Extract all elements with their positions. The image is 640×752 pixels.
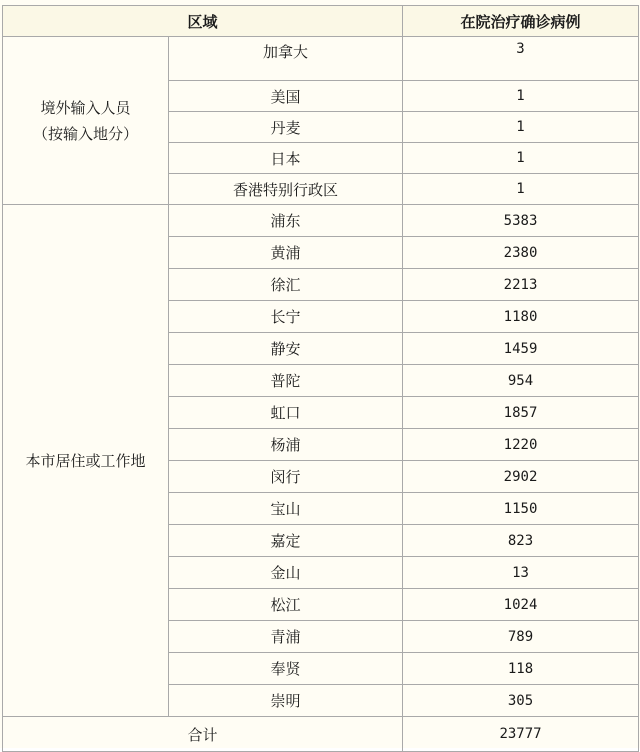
case-count: 1024 [403, 589, 639, 621]
region-name: 静安 [169, 333, 403, 365]
case-count: 2213 [403, 269, 639, 301]
region-name: 闵行 [169, 461, 403, 493]
table-row [3, 205, 639, 237]
group-overseas-label-line2: （按输入地分） [32, 124, 138, 143]
region-name: 松江 [169, 589, 403, 621]
case-count: 789 [403, 621, 639, 653]
region-name: 香港特别行政区 [169, 174, 403, 205]
region-name: 奉贤 [169, 653, 403, 685]
region-name: 金山 [169, 557, 403, 589]
case-count: 118 [403, 653, 639, 685]
total-count: 23777 [403, 717, 639, 752]
case-count: 1 [403, 81, 639, 112]
region-name: 丹麦 [169, 112, 403, 143]
region-name: 杨浦 [169, 429, 403, 461]
region-name: 美国 [169, 81, 403, 112]
table-row [3, 37, 639, 81]
total-row [3, 717, 639, 752]
region-name: 青浦 [169, 621, 403, 653]
region-name: 崇明 [169, 685, 403, 717]
table-header-row [3, 6, 639, 37]
region-name: 宝山 [169, 493, 403, 525]
region-name: 普陀 [169, 365, 403, 397]
total-label: 合计 [3, 717, 403, 752]
case-count: 2380 [403, 237, 639, 269]
case-count: 13 [403, 557, 639, 589]
region-name: 徐汇 [169, 269, 403, 301]
group-overseas [3, 37, 169, 205]
case-count: 1857 [403, 397, 639, 429]
group-domestic: 本市居住或工作地 [3, 205, 169, 717]
header-region: 区域 [3, 6, 403, 37]
case-count: 1459 [403, 333, 639, 365]
region-name: 日本 [169, 143, 403, 174]
case-count: 954 [403, 365, 639, 397]
case-count: 305 [403, 685, 639, 717]
case-count: 1 [403, 174, 639, 205]
case-count: 1180 [403, 301, 639, 333]
cases-table [2, 5, 639, 752]
case-count: 2902 [403, 461, 639, 493]
case-count: 1150 [403, 493, 639, 525]
region-name: 虹口 [169, 397, 403, 429]
group-overseas-label-line1: 境外输入人员 [40, 98, 131, 117]
region-name: 加拿大 [169, 37, 403, 81]
region-name: 长宁 [169, 301, 403, 333]
case-count: 1 [403, 112, 639, 143]
case-count: 5383 [403, 205, 639, 237]
region-name: 浦东 [169, 205, 403, 237]
case-count: 1 [403, 143, 639, 174]
region-name: 嘉定 [169, 525, 403, 557]
case-count: 3 [403, 37, 639, 81]
case-count: 823 [403, 525, 639, 557]
case-count: 1220 [403, 429, 639, 461]
region-name: 黄浦 [169, 237, 403, 269]
header-cases: 在院治疗确诊病例 [403, 6, 639, 37]
